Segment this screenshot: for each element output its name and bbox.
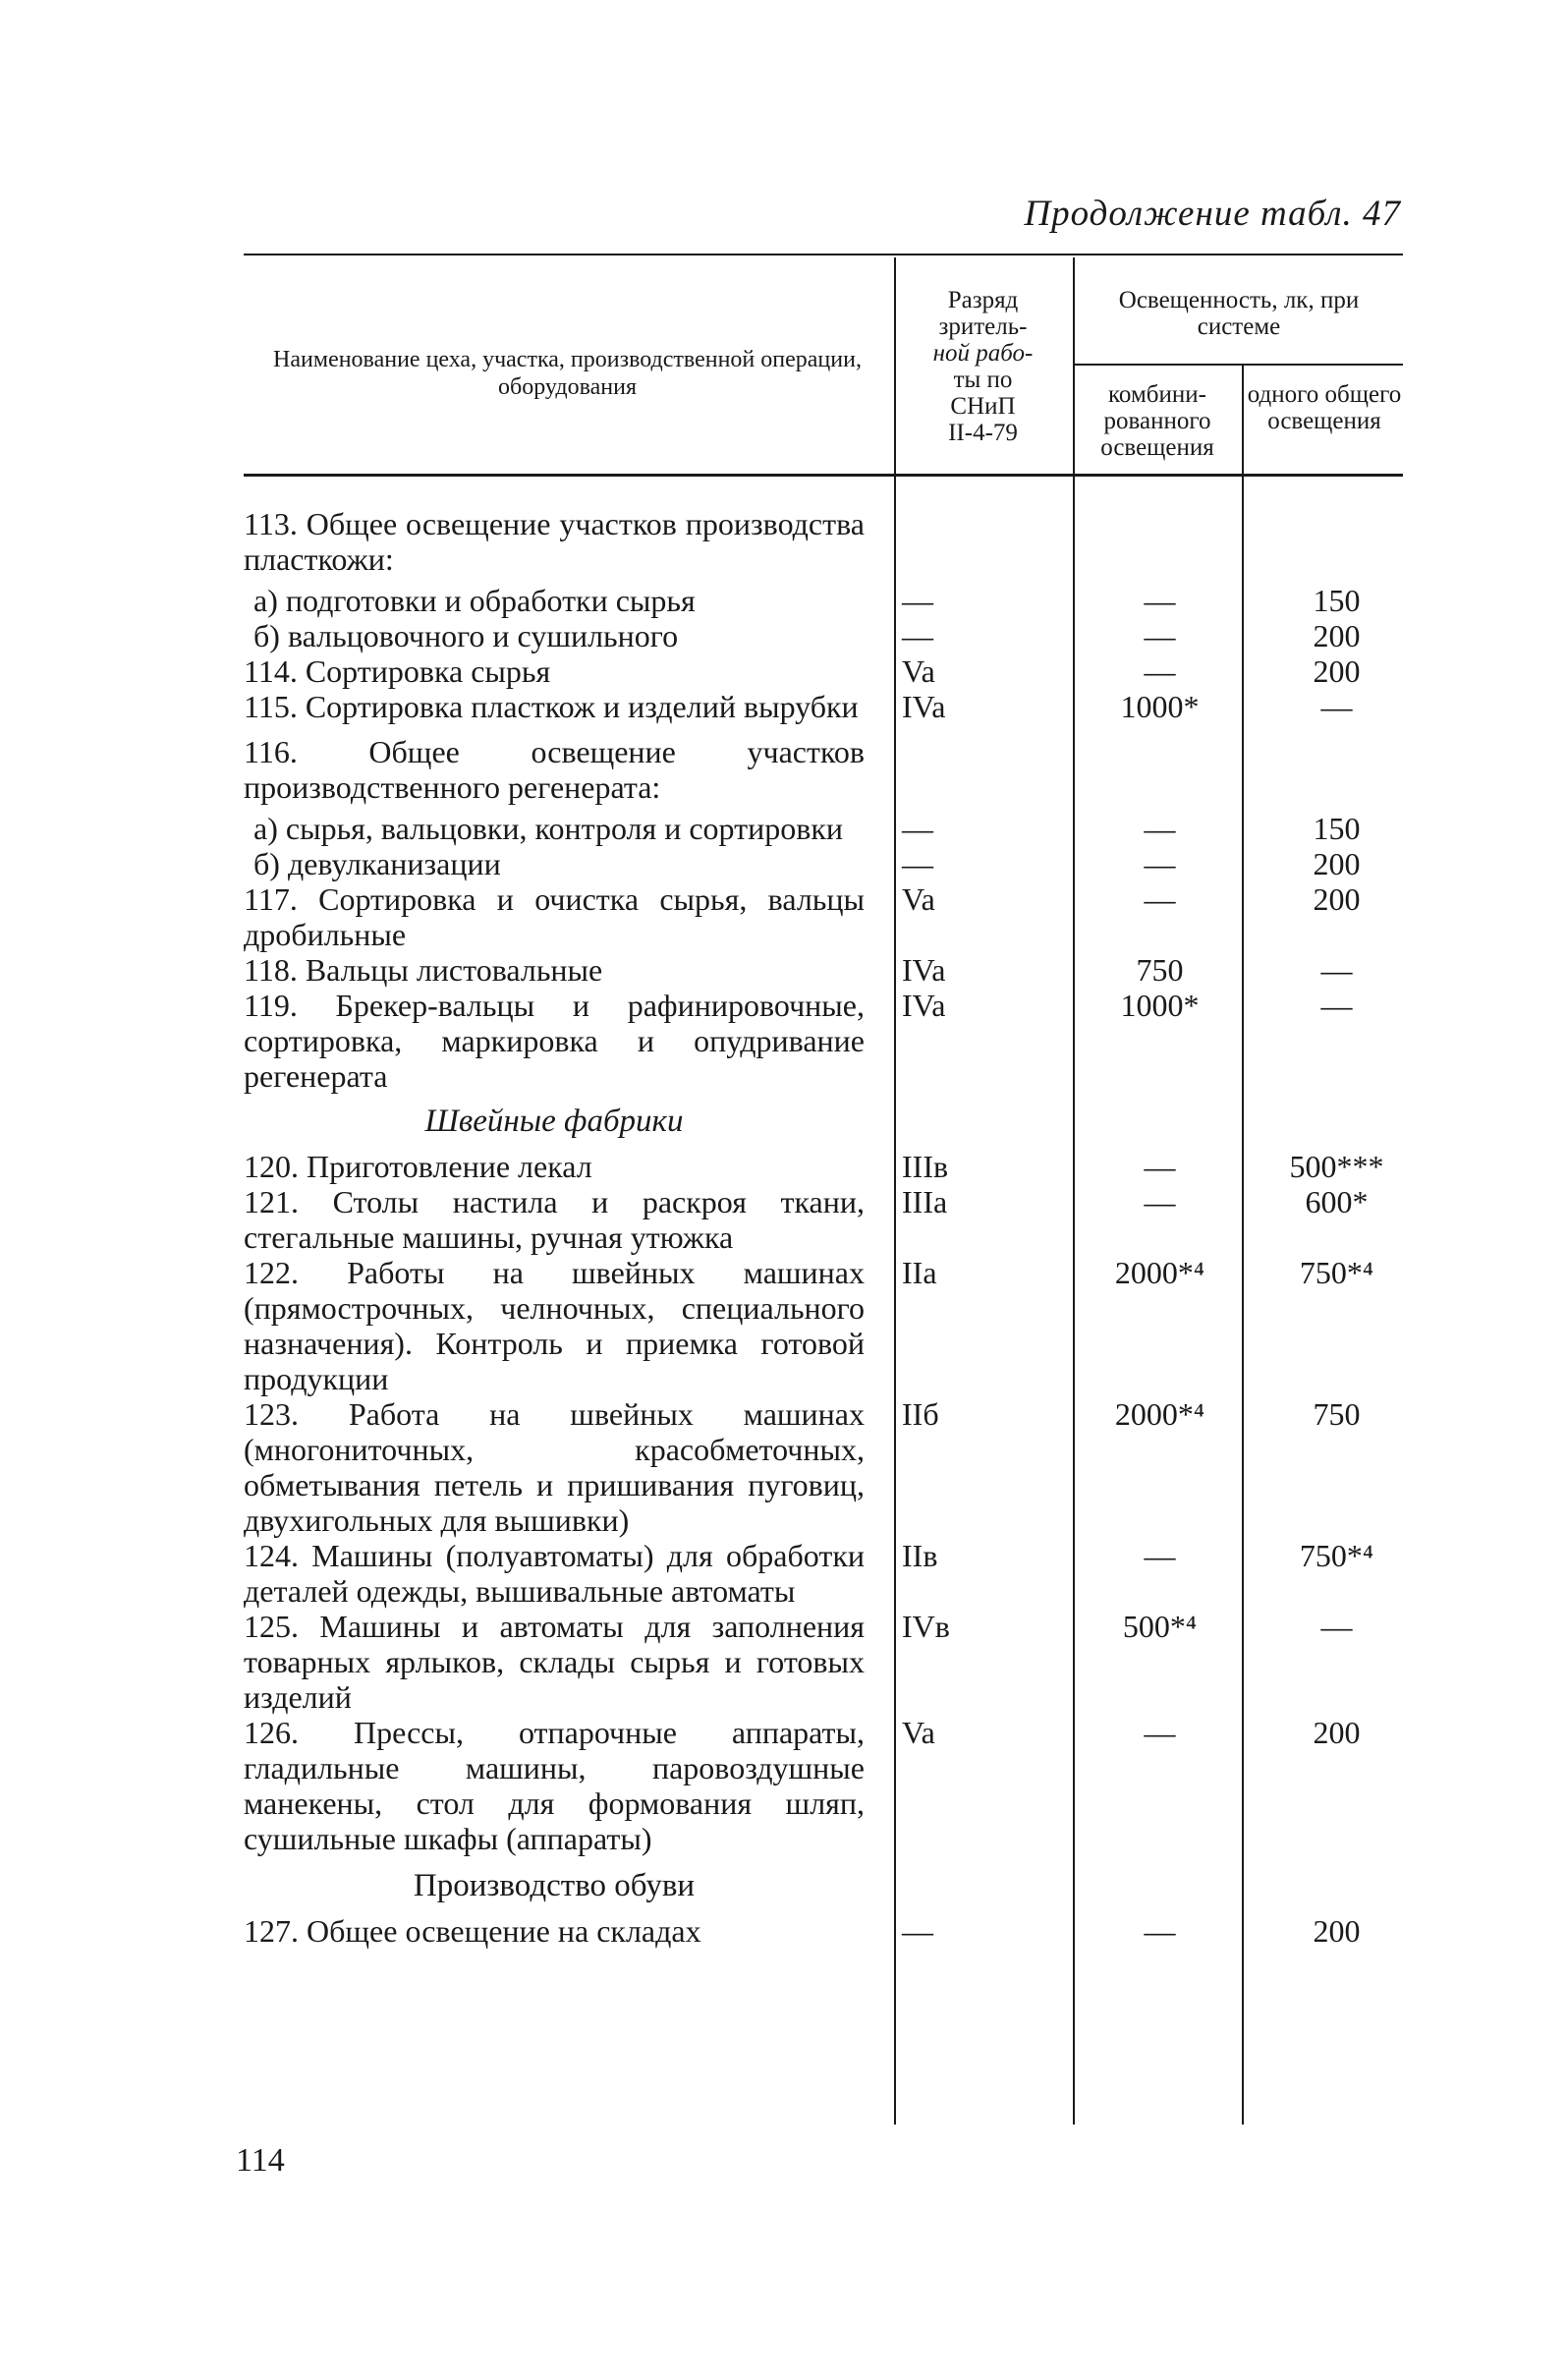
- section-heading: Швейные фабрики: [424, 1104, 684, 1139]
- header-grade-line: ной рабо-: [932, 340, 1034, 367]
- row-name: 125. Машины и автоматы для заполнения товарных ярлыков, склады сырья и готовых изделий: [244, 1609, 865, 1715]
- row-general: 750: [1313, 1396, 1361, 1432]
- row-grade: —: [902, 618, 933, 653]
- table-row: [244, 1538, 1413, 1609]
- row-grade: IIб: [902, 1396, 939, 1432]
- table-row: [244, 734, 1413, 805]
- row-name: 114. Сортировка сырья: [244, 653, 551, 689]
- row-combined: —: [1144, 618, 1176, 653]
- row-general: 200: [1313, 1715, 1361, 1750]
- table-row: [244, 1396, 1413, 1538]
- row-grade: IIв: [902, 1538, 938, 1573]
- row-name: 124. Машины (полуавтоматы) для обработки деталей одежды, вышивальные автоматы: [244, 1538, 865, 1609]
- table-row: [244, 952, 1413, 988]
- row-grade: —: [902, 583, 933, 618]
- row-grade: IIIв: [902, 1149, 949, 1184]
- row-grade: IVa: [902, 988, 946, 1023]
- row-general: 200: [1313, 846, 1361, 881]
- row-name: 117. Сортировка и очистка сырья, вальцы дробильные: [244, 881, 865, 952]
- row-combined: —: [1144, 1913, 1176, 1949]
- row-grade: IIа: [902, 1255, 937, 1290]
- row-grade: Va: [902, 1715, 935, 1750]
- row-general: 200: [1313, 618, 1361, 653]
- row-general: 200: [1313, 653, 1361, 689]
- table-caption: Продолжение табл. 47: [1024, 194, 1401, 234]
- row-name: 122. Работы на швейных машинах (прямострочных, челночных, специального назначения). Контроль и приемка готовой продукции: [244, 1255, 865, 1396]
- row-general: —: [1320, 952, 1353, 988]
- top-rule: [244, 254, 1403, 255]
- table-row: [244, 689, 1413, 724]
- row-grade: IVв: [902, 1609, 950, 1644]
- row-general: 500***: [1289, 1149, 1384, 1184]
- row-combined: —: [1144, 1149, 1176, 1184]
- row-grade: IIIа: [902, 1184, 948, 1219]
- header-illumination-cell: Освещенность, лк, при системе: [1118, 287, 1360, 340]
- row-name: 119. Брекер-вальцы и рафинировочные, сортировка, маркировка и опудривание регенерата: [244, 988, 865, 1094]
- row-general: 750*⁴: [1299, 1538, 1374, 1573]
- row-name: а) подготовки и обработки сырья: [253, 583, 696, 618]
- row-general: —: [1320, 689, 1353, 724]
- row-name: б) девулканизации: [253, 846, 501, 881]
- row-name: б) вальцовочного и сушильного: [253, 618, 679, 653]
- header-grade-line: зритель-: [938, 313, 1028, 340]
- row-name: 126. Прессы, отпарочные аппараты, гладильные машины, паровоздушные манекены, стол для формования шляп, сушильные шкафы (аппараты): [244, 1715, 865, 1856]
- row-name: а) сырья, вальцовки, контроля и сортировки: [253, 811, 843, 846]
- table-row: [244, 618, 1413, 653]
- row-combined: —: [1144, 881, 1176, 917]
- header-grade-line: СНиП: [950, 393, 1016, 420]
- header-grade-cell: [897, 287, 1069, 446]
- header-bottom-rule: [244, 474, 1403, 477]
- row-combined: 2000*⁴: [1114, 1255, 1205, 1290]
- row-grade: —: [902, 811, 933, 846]
- row-combined: —: [1144, 1715, 1176, 1750]
- header-grade-line: Разряд: [947, 287, 1019, 313]
- row-grade: Va: [902, 881, 935, 917]
- table-row: [244, 1255, 1413, 1396]
- table-row: [244, 881, 1413, 952]
- header-combined-cell: комбини-рованного освещения: [1100, 381, 1214, 461]
- row-name: 118. Вальцы листовальные: [244, 952, 603, 988]
- table-row: [244, 583, 1413, 618]
- table-row: [244, 1715, 1413, 1856]
- table-row: [244, 653, 1413, 689]
- row-combined: 750: [1136, 952, 1184, 988]
- row-combined: —: [1144, 811, 1176, 846]
- row-combined: 500*⁴: [1122, 1609, 1198, 1644]
- row-general: 750*⁴: [1299, 1255, 1374, 1290]
- row-combined: 1000*: [1120, 689, 1200, 724]
- table-body: [244, 506, 1413, 1949]
- row-combined: 1000*: [1120, 988, 1200, 1023]
- row-name: 116. Общее освещение участков производственного регенерата:: [244, 734, 865, 805]
- row-general: 600*: [1305, 1184, 1369, 1219]
- row-grade: IVa: [902, 952, 946, 988]
- page-number: 114: [236, 2142, 285, 2179]
- row-grade: —: [902, 1913, 933, 1949]
- section-heading: Производство обуви: [413, 1868, 696, 1903]
- row-combined: —: [1144, 846, 1176, 881]
- row-general: 150: [1313, 583, 1361, 618]
- row-name: 123. Работа на швейных машинах (многониточных, красобметочных, обметывания петель и пришивания пуговиц, двухигольных для вышивки): [244, 1396, 865, 1538]
- table-row: [244, 506, 1413, 577]
- row-combined: —: [1144, 653, 1176, 689]
- row-grade: Va: [902, 653, 935, 689]
- row-name: 115. Сортировка пласткож и изделий вырубки: [244, 689, 859, 724]
- table-row: [244, 846, 1413, 881]
- table-row: [244, 988, 1413, 1094]
- row-general: 150: [1313, 811, 1361, 846]
- header-name-cell: Наименование цеха, участка, производственной операции, оборудования: [273, 347, 862, 400]
- row-general: —: [1320, 988, 1353, 1023]
- row-general: 200: [1313, 881, 1361, 917]
- subheader-rule: [1073, 364, 1403, 366]
- row-combined: —: [1144, 583, 1176, 618]
- row-name: 120. Приготовление лекал: [244, 1149, 592, 1184]
- row-name: 127. Общее освещение на складах: [244, 1913, 701, 1949]
- row-grade: —: [902, 846, 933, 881]
- table-row: [244, 1149, 1413, 1184]
- row-name: 113. Общее освещение участков производства пласткожи:: [244, 506, 865, 577]
- row-general: 200: [1313, 1913, 1361, 1949]
- table-row: [244, 1184, 1413, 1255]
- header-grade-line: ты по: [953, 367, 1013, 393]
- row-combined: 2000*⁴: [1114, 1396, 1205, 1432]
- row-combined: —: [1144, 1184, 1176, 1219]
- row-combined: —: [1144, 1538, 1176, 1573]
- row-name: 121. Столы настила и раскроя ткани, стегальные машины, ручная утюжка: [244, 1184, 865, 1255]
- row-grade: IVa: [902, 689, 946, 724]
- table-row: [244, 1609, 1413, 1715]
- table-row: [244, 1913, 1413, 1949]
- header-grade-line: II-4-79: [948, 420, 1018, 446]
- header-general-cell: одного общего освещения: [1247, 381, 1402, 434]
- row-general: —: [1320, 1609, 1353, 1644]
- table-row: [244, 811, 1413, 846]
